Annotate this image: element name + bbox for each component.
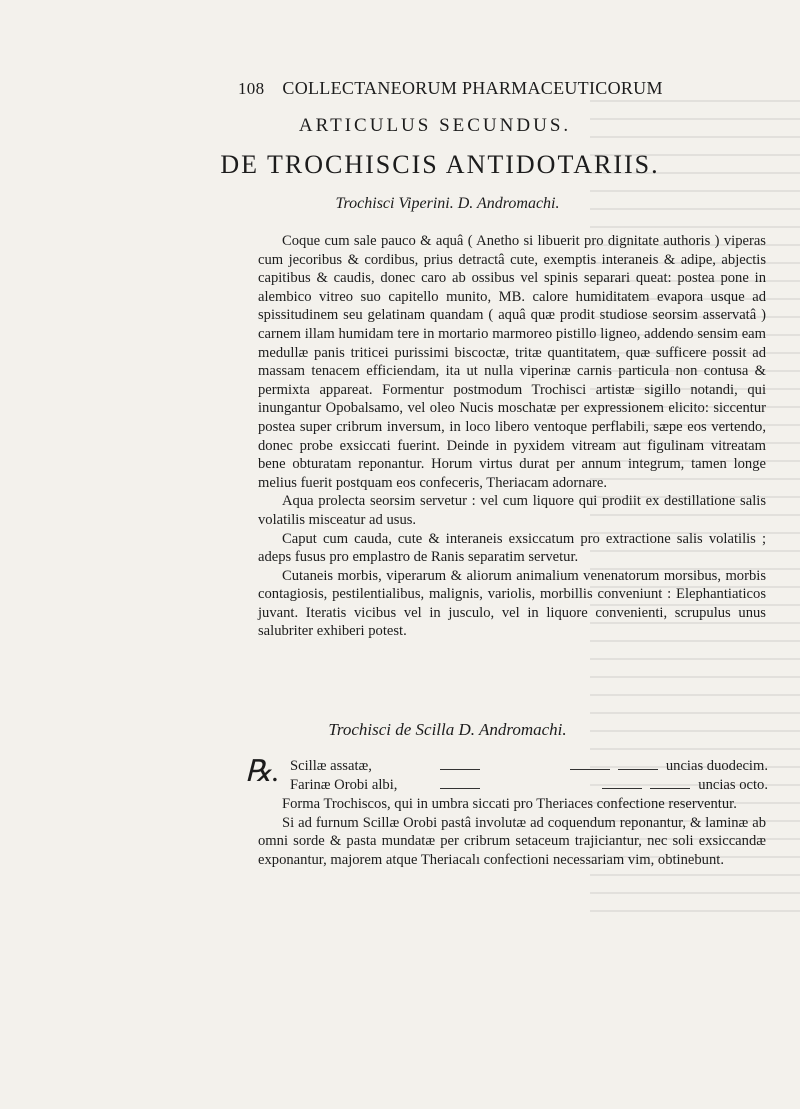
section-title: DE TROCHISCIS ANTIDOTARIIS.: [220, 150, 660, 179]
page-number: 108: [238, 79, 265, 98]
paragraph: Coque cum sale pauco & aquâ ( Anetho si libuerit pro dignitate authoris ) viperas cum jecoribus & cordibus, prius detractâ cute, exemptis interaneis & adipe, abjectis capitibus & caudis, donec caro ab ossibus vel spinis separari queat: postea pone in alembico vitreo suo capitello munito, MB. calore humiditatem evapora usque ad spissitudinem seu gelatinam quandam ( aquâ quæ prodit studiose seorsim asservatâ ) carnem illam humidam tere in mortario marmoreo pistillo ligneo, addendo sensim eam medullæ panis triticei purissimi biscoctæ, tritæ quantitatem, quæ sufficere possit ad massam tenacem efficiendam, ita ut nulla viperinæ carnis particula non contusa & permixta appareat. Formentur postmodum Trochisci artistæ sigillo notandi, qui inungantur Opobalsamo, vel oleo Nucis moschatæ per expressionem elicito: siccentur postea super cribrum inversum, in loco libero ventoque perflabili, sæpe eos vertendo, donec probe exsiccati fuerint. Deinde in pyxidem vitream aut figulinam vitreatam bene obturatam reponantur. Horum virtus durat per annum integrum, tamen longe melius fuerit postquam eos confeceris, Theriacam adornare.: [258, 233, 766, 491]
recipe-row: [290, 776, 768, 795]
rule: [618, 769, 658, 770]
running-title: COLLECTANEORUM PHARMACEUTICORUM: [282, 78, 663, 98]
rule: [602, 788, 642, 789]
rule: [570, 769, 610, 770]
subheading-viperini: Trochisci Viperini. D. Andromachi.: [335, 195, 560, 212]
recipe-quantity: uncias duodecim.: [665, 758, 768, 774]
paragraph: Aqua prolecta seorsim servetur : vel cum liquore qui prodiit ex destillatione salis volatilis misceatur ad usus.: [258, 493, 766, 528]
rule: [440, 788, 480, 789]
article-title: ARTICULUS SECUNDUS.: [298, 115, 572, 136]
recipe-quantity: uncias octo.: [698, 776, 768, 793]
paragraph: Cutaneis morbis, viperarum & aliorum animalium venenatorum morsibus, morbis contagiosis, pestilentialibus, malignis, variolis, morbillis conveniunt : Elephantiaticos juvant. Iteratis vicibus vel in jusculo, vel in liquore convenienti, scrupulus unus salubriter exhiberi potest.: [258, 567, 766, 640]
recipe-row: [290, 757, 768, 776]
paragraph: Caput cum cauda, cute & interaneis exsiccatum pro extractione salis volatilis ; adeps fusus pro emplastro de Ranis separatim servetur.: [258, 530, 766, 566]
recipe-symbol: ℞.: [245, 755, 280, 788]
text-block-1: [258, 232, 766, 641]
rule: [650, 788, 690, 789]
paragraph: Si ad furnum Scillæ Orobi pastâ involutæ ad coquendum reponantur, & laminæ ab omni sorde & pasta mundatæ per cribrum setaceum trajiciantur, nec soli exsiccandæ exponantur, majorem atque Theriacalı confectioni necessariam vim, obtinebunt.: [258, 814, 766, 868]
rule: [440, 769, 480, 770]
text-block-2: [258, 795, 766, 869]
recipe-list: [290, 757, 768, 794]
subheading-scilla: Trochisci de Scilla D. Andromachi.: [328, 720, 567, 739]
recipe-ingredient: Scillæ assatæ,: [290, 758, 372, 774]
recipe-ingredient: Farinæ Orobi albi,: [290, 776, 398, 793]
paragraph: Forma Trochiscos, qui in umbra siccati pro Theriaces confectione reserventur.: [282, 796, 737, 812]
running-header: [238, 78, 698, 99]
